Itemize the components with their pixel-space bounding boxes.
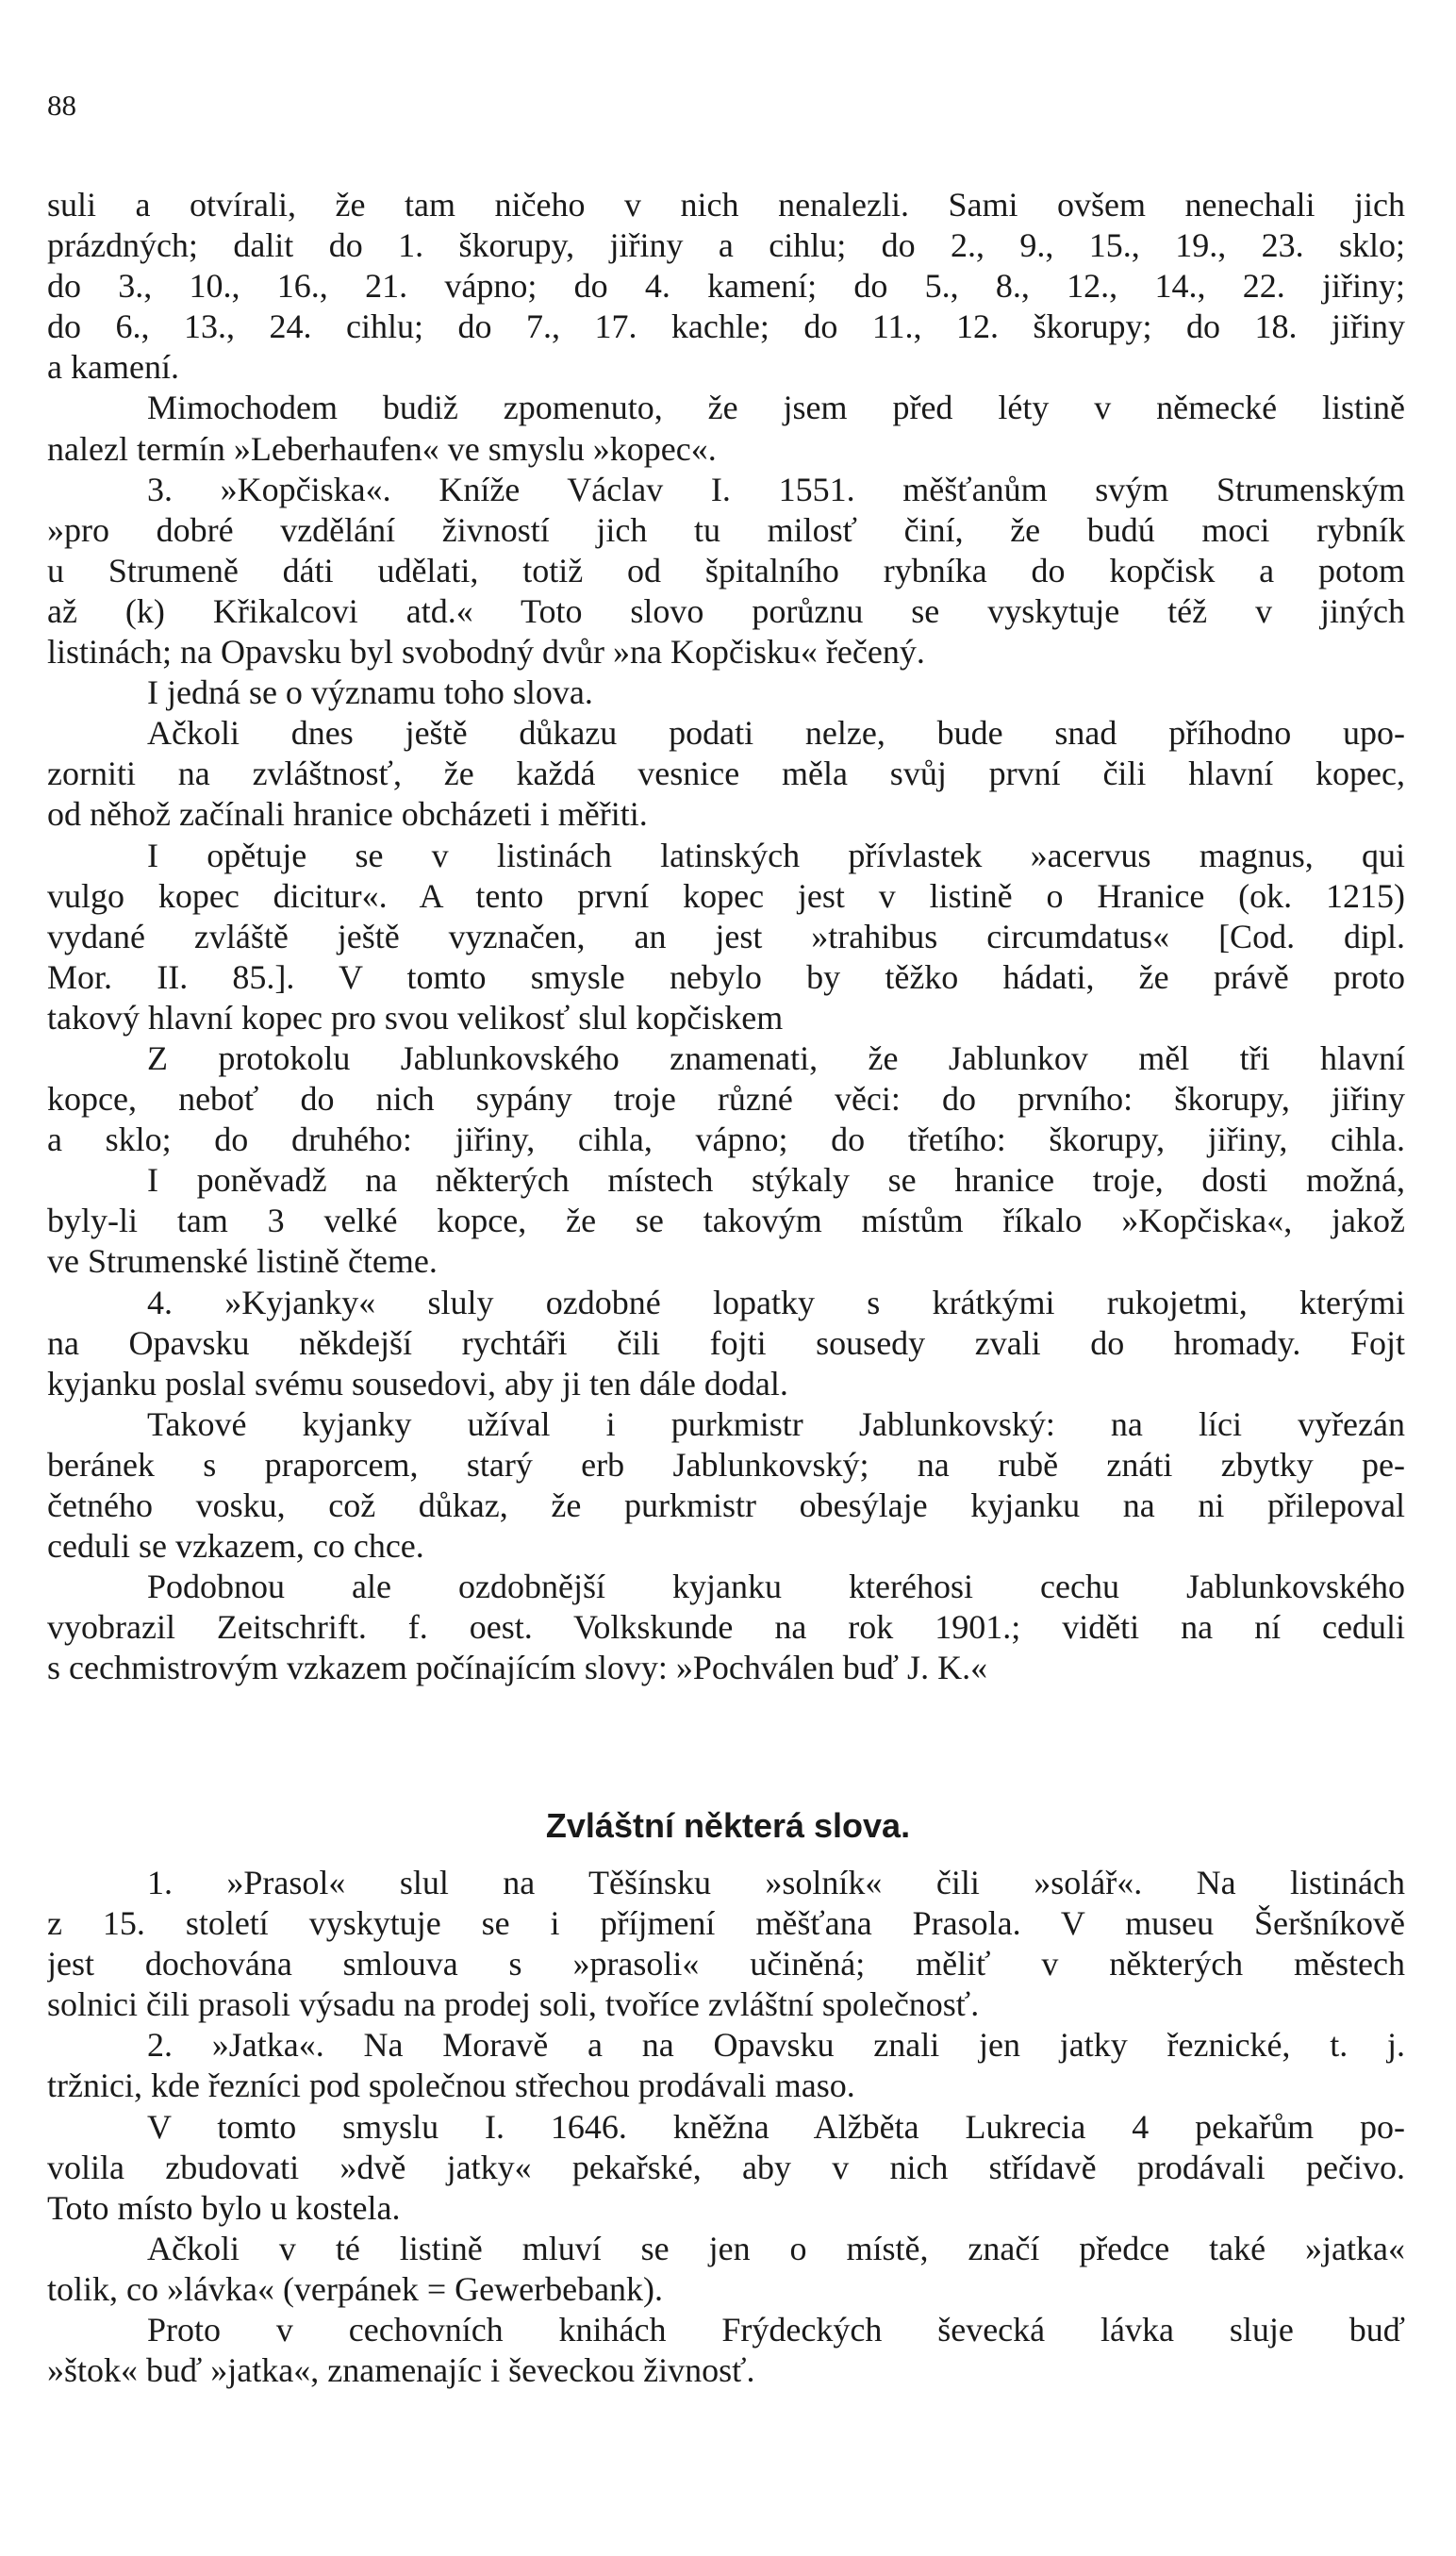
text-line: vyobrazil Zeitschrift. f. oest. Volkskunde na rok 1901.; viděti na ní ceduli (47, 1608, 1405, 1647)
text-line: takový hlavní kopec pro svou velikosť slul kopčiskem (47, 998, 784, 1037)
text-line: Ačkoli v té listině mluví se jen o místě, značí předce také »jatka« (147, 2229, 1405, 2267)
text-line: z 15. století vyskytuje se i příjmení měšťana Prasola. V museu Šeršníkově (47, 1904, 1405, 1943)
text-line: Mimochodem budiž zpomenuto, že jsem před léty v německé listině (147, 389, 1405, 427)
text-line: kopce, neboť do nich sypány troje různé věci: do prvního: škorupy, jiřiny (47, 1080, 1405, 1119)
text-line: Ačkoli dnes ještě důkazu podati nelze, bude snad příhodno upo- (147, 714, 1405, 753)
text-line: ceduli se vzkazem, co chce. (47, 1527, 424, 1566)
text-line: byly-li tam 3 velké kopce, že se takovým místům říkalo »Kopčiska«, jakož (47, 1202, 1405, 1240)
text-line: Z protokolu Jablunkovského znamenati, že Jablunkov měl tři hlavní (147, 1038, 1405, 1077)
text-line: až (k) Křikalcovi atd.« Toto slovo porůznu se vyskytuje též v jiných (47, 591, 1405, 630)
text-line: tržnici, kde řezníci pod společnou střechou prodávali maso. (47, 2066, 855, 2105)
text-line: Toto místo bylo u kostela. (47, 2188, 401, 2227)
text-line: I opětuje se v listinách latinských přívlastek »acervus magnus, qui (147, 836, 1405, 874)
text-line: »pro dobré vzdělání živností jich tu milosť činí, že budú moci rybník (47, 510, 1405, 549)
text-line: volila zbudovati »dvě jatky« pekařské, aby v nich střídavě prodávali pečivo. (47, 2148, 1405, 2186)
text-line: 1. »Prasol« slul na Těšínsku »solník« čili »solář«. Na listinách (147, 1864, 1405, 1901)
text-line: zorniti na zvláštnosť, že každá vesnice měla svůj první čili hlavní kopec, (47, 755, 1405, 793)
text-line: na Opavsku někdejší rychtáři čili fojti sousedy zvali do hromady. Fojt (47, 1323, 1405, 1362)
text-line: Podobnou ale ozdobnější kyjanku kteréhosi cechu Jablunkovského (147, 1568, 1405, 1606)
text-line: a sklo; do druhého: jiřiny, cihla, vápno; do třetího: škorupy, jiřiny, cihla. (47, 1120, 1405, 1159)
text-line: četného vosku, což důkaz, že purkmistr obesýlaje kyjanku na ni přilepoval (47, 1486, 1405, 1524)
text-line: s cechmistrovým vzkazem počínajícím slovy: »Pochválen buď J. K.« (47, 1649, 988, 1687)
text-line: a kamení. (47, 348, 179, 387)
section-2-body (47, 1863, 1405, 2391)
text-line: V tomto smyslu I. 1646. kněžna Alžběta Lukrecia 4 pekařům po- (147, 2107, 1405, 2146)
text-line: vydané zvláště ještě vyznačen, an jest »trahibus circumdatus« [Cod. dipl. (47, 917, 1405, 955)
text-line: vulgo kopec dicitur«. A tento první kopec jest v listině o Hranice (ok. 1215) (47, 876, 1405, 915)
text-line: 3. »Kopčiska«. Kníže Václav I. 1551. měšťanům svým Strumenským (147, 470, 1405, 508)
text-line: beránek s praporcem, starý erb Jablunkovský; na rubě znáti zbytky pe- (47, 1445, 1405, 1484)
text-line: 2. »Jatka«. Na Moravě a na Opavsku znali jen jatky řeznické, t. j. (147, 2026, 1405, 2065)
text-line: prázdných; dalit do 1. škorupy, jiřiny a cihlu; do 2., 9., 15., 19., 23. sklo; (47, 226, 1405, 265)
text-line: Mor. II. 85.]. V tomto smysle nebylo by těžko hádati, že právě proto (47, 957, 1405, 996)
text-line: Proto v cechovních knihách Frýdeckých ševecká lávka sluje buď (147, 2311, 1405, 2349)
section-title: Zvláštní některá slova. (545, 1806, 911, 1845)
text-line: kyjanku poslal svému sousedovi, aby ji ten dále dodal. (47, 1364, 788, 1402)
text-line: nalezl termín »Leberhaufen« ve smyslu »kopec«. (47, 429, 717, 468)
text-line: Takové kyjanky užíval i purkmistr Jablunkovský: na líci vyřezán (147, 1404, 1405, 1443)
text-line: do 6., 13., 24. cihlu; do 7., 17. kachle; do 11., 12. škorupy; do 18. jiřiny (47, 307, 1405, 346)
text-line: jest dochována smlouva s »prasoli« učiněná; měliť v některých městech (47, 1945, 1405, 1983)
text-line: 4. »Kyjanky« sluly ozdobné lopatky s krátkými rukojetmi, kterými (147, 1283, 1405, 1321)
page-number: 88 (47, 89, 76, 122)
text-line: listinách; na Opavsku byl svobodný dvůr »na Kopčisku« řečený. (47, 633, 925, 672)
text-line: solnici čili prasoli výsadu na prodej soli, tvoříce zvláštní společnosť. (47, 1985, 980, 2024)
text-line: »štok« buď »jatka«, znamenajíc i ševeckou živnosť. (47, 2351, 755, 2390)
text-line: I jedná se o významu toho slova. (147, 673, 593, 712)
text-line: ve Strumenské listině čteme. (47, 1242, 438, 1281)
section-1-body (47, 185, 1405, 1688)
text-line: od něhož začínali hranice obcházeti i měřiti. (47, 795, 648, 834)
text-line: tolik, co »lávka« (verpánek = Gewerbebank). (47, 2269, 664, 2308)
text-line: suli a otvírali, že tam ničeho v nich nenalezli. Sami ovšem nenechali jich (47, 186, 1405, 224)
text-line: u Strumeně dáti udělati, totiž od špitalního rybníka do kopčisk a potom (47, 551, 1405, 589)
text-line: do 3., 10., 16., 21. vápno; do 4. kamení; do 5., 8., 12., 14., 22. jiřiny; (47, 267, 1405, 306)
text-line: I poněvadž na některých místech stýkaly se hranice troje, dosti možná, (147, 1161, 1405, 1200)
